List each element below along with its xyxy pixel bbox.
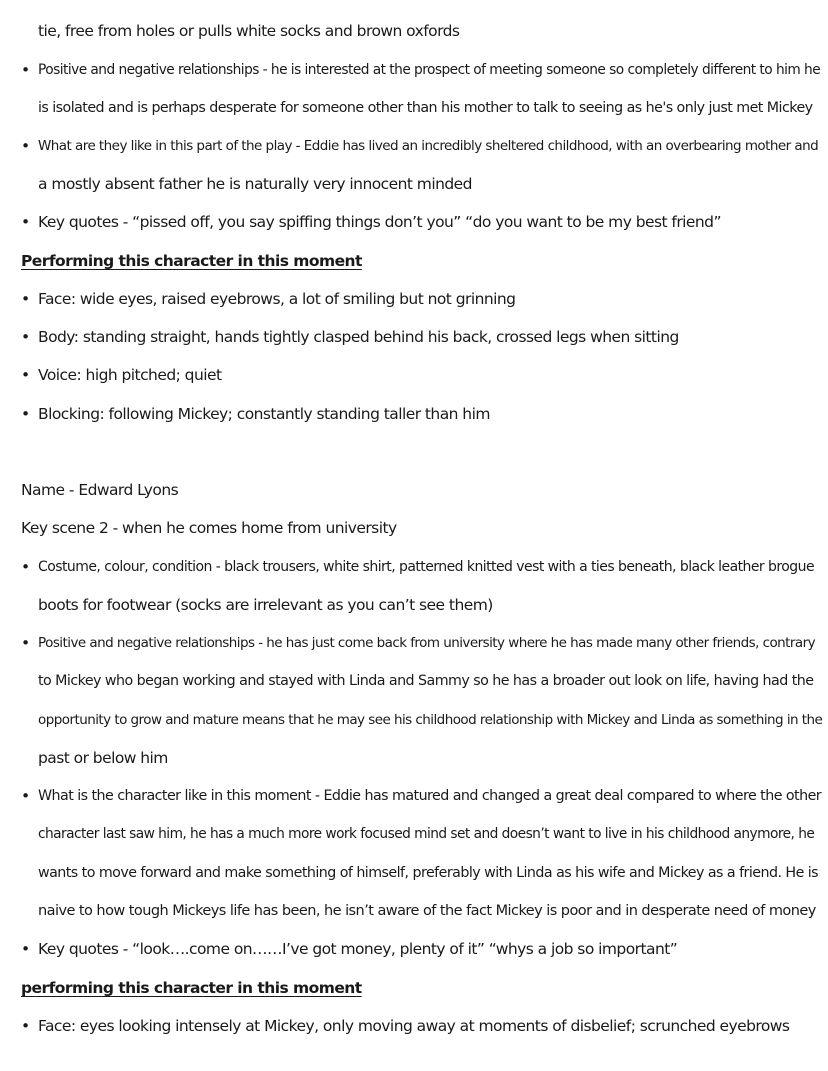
bullet-text: Face: wide eyes, raised eyebrows, a lot of smiling but not grinning — [38, 290, 516, 308]
bullet-text: What are they like in this part of the play - Eddie has lived an incredibly sheltered childhood, with an overbearing mother and — [38, 138, 819, 154]
scene-text: Key scene 2 - when he comes home from university — [21, 519, 397, 537]
bullet-icon: • — [21, 634, 30, 652]
paragraph-text: tie, free from holes or pulls white socks and brown oxfords — [38, 22, 460, 40]
bullet-text: Body: standing straight, hands tightly clasped behind his back, crossed legs when sitting — [38, 328, 679, 346]
bullet-text: Face: eyes looking intensely at Mickey, only moving away at moments of disbelief; scrunched eyebrows — [38, 1017, 790, 1035]
bullet-icon: • — [21, 940, 30, 958]
bullet-text: past or below him — [38, 749, 168, 767]
bullet-text: to Mickey who began working and stayed with Linda and Sammy so he has a broader out look on life, having had the — [38, 673, 814, 689]
bullet-icon: • — [21, 558, 30, 576]
bullet-icon: • — [21, 787, 30, 805]
name-text: Name - Edward Lyons — [21, 481, 179, 499]
bullet-text: naive to how tough Mickeys life has been, he isn’t aware of the fact Mickey is poor and in desperate need of money — [38, 903, 816, 919]
bullet-text: What is the character like in this moment - Eddie has matured and changed a great deal compared to where the other — [38, 788, 822, 804]
bullet-text: opportunity to grow and mature means that he may see his childhood relationship with Mickey and Linda as something in the — [38, 712, 823, 728]
bullet-icon: • — [21, 137, 30, 155]
heading-text: performing this character in this moment — [21, 979, 362, 997]
bullet-text: Positive and negative relationships - he has just come back from university where he has made many other friends, contrary — [38, 635, 816, 651]
bullet-text: Costume, colour, condition - black trousers, white shirt, patterned knitted vest with a ties beneath, black leather brogue — [38, 559, 815, 575]
bullet-icon: • — [21, 290, 30, 308]
bullet-text: character last saw him, he has a much more work focused mind set and doesn’t want to live in his childhood anymore, he — [38, 826, 815, 842]
bullet-text: Blocking: following Mickey; constantly standing taller than him — [38, 405, 490, 423]
bullet-text: boots for footwear (socks are irrelevant as you can’t see them) — [38, 596, 493, 614]
bullet-text: Key quotes - “pissed off, you say spiffing things don’t you” “do you want to be my best friend” — [38, 213, 721, 231]
bullet-icon: • — [21, 1017, 30, 1035]
bullet-icon: • — [21, 61, 30, 79]
bullet-text: wants to move forward and make something of himself, preferably with Linda as his wife and Mickey as a friend. He is — [38, 865, 819, 881]
bullet-icon: • — [21, 213, 30, 231]
bullet-text: a mostly absent father he is naturally very innocent minded — [38, 175, 472, 193]
bullet-text: is isolated and is perhaps desperate for someone other than his mother to talk to seeing as he's only just met Mickey — [38, 100, 813, 116]
bullet-text: Key quotes - “look….come on……I’ve got money, plenty of it” “whys a job so important” — [38, 940, 678, 958]
bullet-text: Positive and negative relationships - he is interested at the prospect of meeting someone so completely different to him he — [38, 62, 821, 78]
bullet-text: Voice: high pitched; quiet — [38, 366, 222, 384]
bullet-icon: • — [21, 328, 30, 346]
heading-text: Performing this character in this moment — [21, 252, 362, 270]
bullet-icon: • — [21, 366, 30, 384]
bullet-icon: • — [21, 405, 30, 423]
